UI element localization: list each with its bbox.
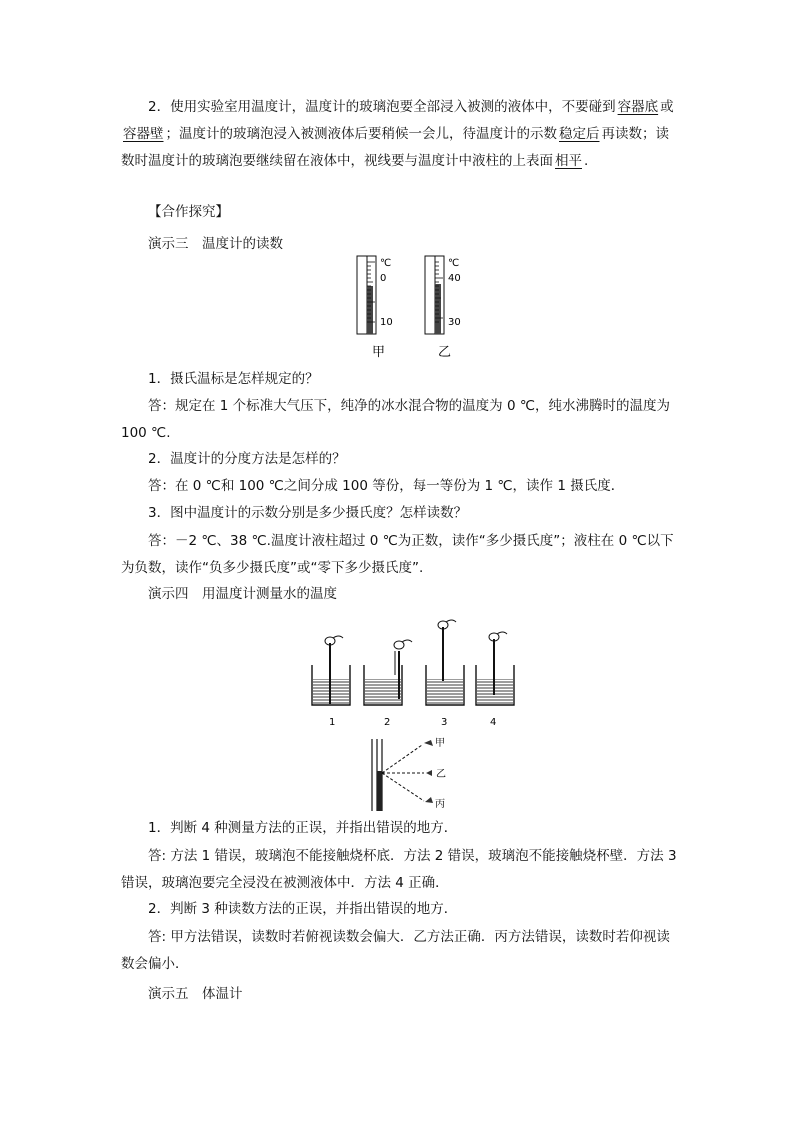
beaker-label-4: 4 — [490, 717, 497, 728]
beaker-label-3: 3 — [441, 717, 448, 728]
demo5-title: 演示五 体温计 — [148, 986, 243, 1002]
item2-text-5: . — [584, 153, 589, 169]
eye-yi-icon — [426, 770, 432, 776]
answer-blank-1: 容器底 — [617, 99, 659, 115]
therm-jia-top-label: 0 — [380, 273, 387, 284]
section-title: 【合作探究】 — [148, 204, 229, 220]
beaker-label-2: 2 — [384, 717, 391, 728]
demo3-answer-3: 答：－2 ℃、38 ℃.温度计液柱超过 0 ℃为正数，读作“多少摄氏度”；液柱在 0 ℃以下为负数，读作“负多少摄氏度”或“零下多少摄氏度”. — [121, 533, 674, 576]
demo4-answer-2: 答: 甲方法错误，读数时若俯视读数会偏大．乙方法正确．丙方法错误，读数时若仰视读数会偏小． — [121, 929, 670, 972]
item2-text-2: 或 — [660, 99, 674, 115]
demo3-answer-2: 答：在 0 ℃和 100 ℃之间分成 100 等份，每一等份为 1 ℃，读作 1 摄氏度． — [148, 478, 625, 494]
reading-angle-figure — [368, 735, 478, 815]
eye-label-jia: 甲 — [435, 738, 445, 749]
eye-label-yi: 乙 — [436, 769, 446, 780]
demo4-question-1: 1．判断 4 种测量方法的正误，并指出错误的地方． — [148, 820, 458, 836]
thermometer-figure — [340, 252, 480, 364]
eye-jia-icon — [424, 740, 433, 746]
therm-jia-name: 甲 — [372, 345, 386, 360]
demo4-answer-1: 答: 方法 1 错误，玻璃泡不能接触烧杯底．方法 2 错误，玻璃泡不能接触烧杯壁．方法 3 错误，玻璃泡要完全浸没在被测液体中．方法 4 正确． — [121, 848, 677, 891]
item2-number: 2． — [148, 99, 171, 115]
thermometer-jia — [357, 256, 393, 360]
demo3-answer-1: 答：规定在 1 个标准大气压下，纯净的冰水混合物的温度为 0 ℃，纯水沸腾时的温度为 100 ℃. — [121, 398, 671, 441]
answer-blank-2: 容器壁 — [123, 126, 164, 142]
item2-text-1: 使用实验室用温度计，温度计的玻璃泡要全部浸入被测的液体中，不要碰到 — [170, 99, 616, 115]
beakers-figure — [300, 615, 530, 730]
item2-text-3: ；温度计的玻璃泡浸入被测液体后要稍候一会儿，待温度计的示数 — [165, 126, 557, 142]
demo3-title: 演示三 温度计的读数 — [148, 236, 283, 252]
therm-jia-bottom-label: 10 — [380, 317, 393, 328]
demo4-question-2: 2．判断 3 种读数方法的正误，并指出错误的地方． — [148, 901, 458, 917]
demo3-question-2: 2．温度计的分度方法是怎样的？ — [148, 451, 346, 467]
beaker-3 — [426, 620, 464, 705]
beaker-1 — [312, 636, 350, 705]
therm-jia-unit: ℃ — [380, 258, 392, 269]
item2-text-4: 再读数；读数时温度计的玻璃泡要继续留在液体中，视线要与温度计中液柱的上表面 — [121, 126, 669, 169]
beaker-label-1: 1 — [329, 717, 336, 728]
beaker-2 — [364, 640, 412, 705]
eye-bing-icon — [425, 797, 433, 803]
therm-yi-top-label: 40 — [448, 273, 461, 284]
demo3-question-1: 1．摄氏温标是怎样规定的？ — [148, 371, 319, 387]
answer-blank-3: 稳定后 — [559, 126, 600, 142]
therm-yi-name: 乙 — [438, 345, 452, 360]
eye-label-bing: 丙 — [435, 799, 445, 810]
beaker-4 — [476, 632, 514, 705]
therm-yi-bottom-label: 30 — [448, 317, 461, 328]
thermometer-yi — [425, 256, 461, 360]
therm-yi-unit: ℃ — [448, 258, 460, 269]
answer-blank-4: 相平 — [555, 153, 582, 169]
item2-paragraph — [121, 94, 677, 175]
demo4-title: 演示四 用温度计测量水的温度 — [148, 586, 337, 602]
demo3-question-3: 3．图中温度计的示数分别是多少摄氏度？怎样读数？ — [148, 505, 468, 521]
